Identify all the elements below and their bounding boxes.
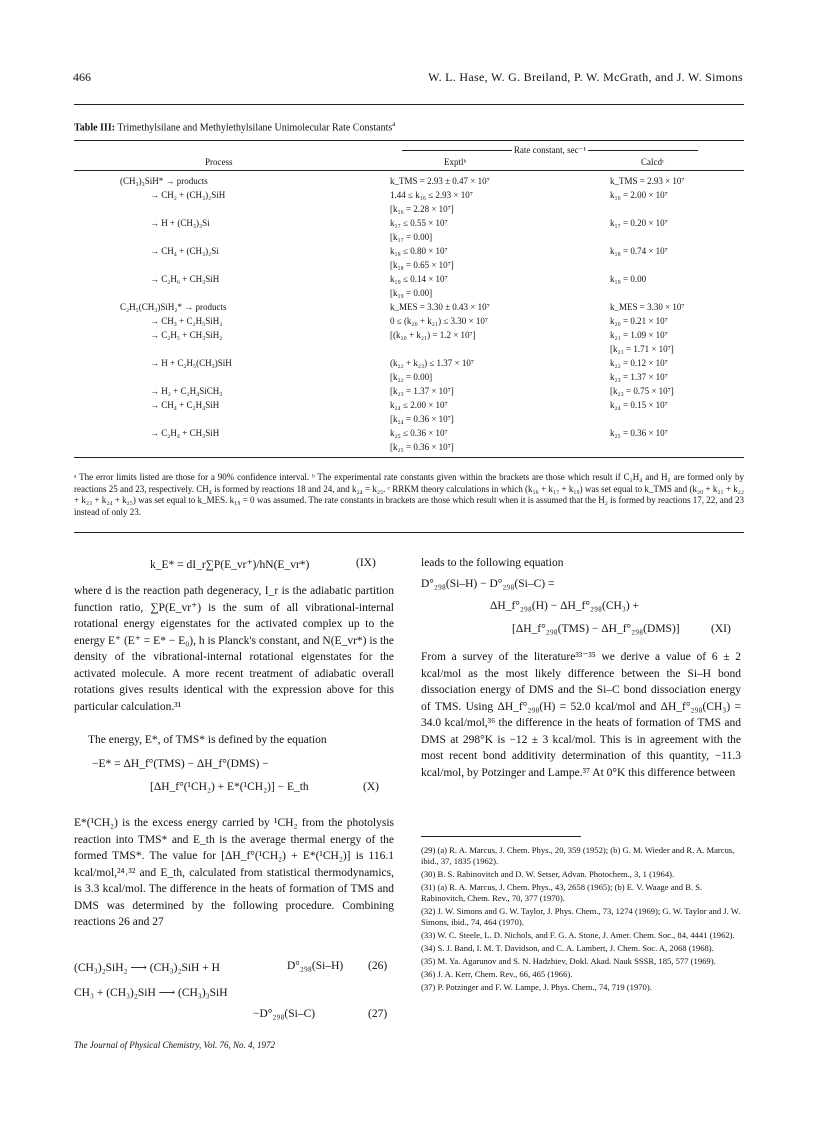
group-header-label: Rate constant, sec⁻¹ <box>513 145 587 155</box>
table-cell-process: C₂H₅(CH₃)SiH₂* → products <box>120 302 227 312</box>
equation-x-number: (X) <box>363 781 379 793</box>
table-cell-exptl: [k₂₄ = 0.36 × 10⁷] <box>390 414 454 424</box>
table-cell-exptl: [k₁₇ = 0.00] <box>390 232 433 242</box>
table-cell-process: → H + (CH₃)₃Si <box>150 218 210 228</box>
table-cell-exptl: [k₂₅ = 0.36 × 10⁷] <box>390 442 454 452</box>
equation-ix: k_E* = dI_r∑P(E_vr⁺)/hN(E_vr*) <box>150 559 310 571</box>
reaction-26-energy: D°₂₉₈(Si–H) <box>287 960 344 972</box>
group-header-line-left <box>402 150 512 151</box>
table-cell-exptl: k₁₉ ≤ 0.14 × 10⁷ <box>390 274 448 284</box>
group-header-line-right <box>588 150 698 151</box>
references-list <box>421 845 741 995</box>
equation-xi-line3: [ΔH_f°₂₉₈(TMS) − ΔH_f°₂₉₈(DMS)] <box>512 623 680 635</box>
section-rule <box>74 532 744 533</box>
table-cell-process: (CH₃)₃SiH* → products <box>120 176 208 186</box>
table-cell-process: → CH₄ + C₂H₄SiH <box>150 400 220 410</box>
paragraph-excess-energy: E*(¹CH₂) is the excess energy carried by ¹CH₂ from the photolysis reaction into TMS* and E_th is the average thermal energy of the formed TMS*. The value for [ΔH_f°(¹CH₂) + E*(¹CH₂)] is 116.1 kcal/mol,²⁴˒³² and E_th, calculated from statistical thermodynamics, is 3.3 kcal/mol. The difference in the heats of formation of TMS and DMS was determined by the following procedure. Combining reactions 26 and 27 <box>74 817 394 928</box>
reference-item: (31) (a) R. A. Marcus, J. Chem. Phys., 43, 2658 (1965); (b) E. V. Waage and B. S. Rabinovitch, Chem. Rev., 70, 377 (1970). <box>421 882 703 903</box>
table-cell-process: → CH₄ + (CH₃)₂Si <box>150 246 219 256</box>
table-title-note: a <box>392 120 396 128</box>
table-cell-exptl: k₂₄ ≤ 2.00 × 10⁷ <box>390 400 448 410</box>
table-cell-calcd: [k₂₁ = 1.71 × 10⁷] <box>610 344 674 354</box>
table-cell-exptl: k₁₇ ≤ 0.55 × 10⁷ <box>390 218 448 228</box>
table-cell-process: → H + C₂H₅(CH₃)SiH <box>150 358 232 368</box>
reference-item: (33) W. C. Steele, L. D. Nichols, and F. G. A. Stone, J. Amer. Chem. Soc., 84, 4441 (1962). <box>421 930 735 940</box>
reference-item: (29) (a) R. A. Marcus, J. Chem. Phys., 20, 359 (1952); (b) G. M. Wieder and R. A. Marcus, ibid., 37, 1835 (1962). <box>421 845 735 866</box>
table-cell-calcd: k₂₄ = 0.15 × 10⁷ <box>610 400 668 410</box>
table-footnote: ᵃ The error limits listed are those for a 90% confidence interval. ᵇ The experimental rate constants given within the brackets are those which result if C₂H₄ and H₂ are formed only by reactions 25 and 23, respectively. CH₄ is formed by reactions 18 and 24, and k₂₄ = k₂₅. ᶜ RRKM theory calculations in which (k₁₆ + k₁₇ + k₁₉) was set equal to k_TMS and (k₂₀ + k₂₁ + k₂₂ + k₂₃ + k₂₄ + k₂₅) was set equal to k_MES. k₁₉ = 0 was assumed. The rate constants in brackets are those which result when it is assumed that the H₂ is formed by reactions 17, 22, and 23 instead of only 23. <box>74 472 744 517</box>
table-cell-calcd: k₂₃ = 1.37 × 10⁷ <box>610 372 668 382</box>
table-cell-exptl: [k₁₈ = 0.65 × 10⁷] <box>390 260 454 270</box>
table-cell-calcd: k₂₀ = 0.21 × 10⁷ <box>610 316 668 326</box>
table-cell-exptl: [k₁₆ = 2.28 × 10⁷] <box>390 204 454 214</box>
reference-item: (34) S. J. Band, I. M. T. Davidson, and C. A. Lambert, J. Chem. Soc. A, 2068 (1968). <box>421 943 714 953</box>
table-header-rule <box>74 170 744 171</box>
column-header-calcd: Calcdᶜ <box>641 157 665 167</box>
paragraph-leads-to: leads to the following equation <box>421 557 564 569</box>
table-cell-process: → H₂ + C₂H₄SiCH₃ <box>150 386 223 396</box>
table-cell-process: → C₂H₅ + CH₃SiH₂ <box>150 330 223 340</box>
reaction-27-energy: −D°₂₉₈(Si–C) <box>253 1008 316 1020</box>
reaction-27-number: (27) <box>368 1008 388 1020</box>
equation-xi-line1: D°₂₉₈(Si–H) − D°₂₉₈(Si–C) = <box>421 578 555 590</box>
paragraph-definitions: where d is the reaction path degeneracy, I_r is the adiabatic partition function ratio, ∑P(E_vr⁺) is the sum of all vibrational-internal rotational energy eigenstates for the activated complex up to the energy E⁺ (E⁺ = E* − E₀), h is Planck's constant, and N(E_vr*) is the density of the vibrational-internal rotational eigenstates for the activated molecule. A more recent treatment of adiabatic overall rotations gives results identical with the expression above for this particular calculation.³¹ <box>74 585 394 713</box>
table-cell-exptl: 0 ≤ (k₂₀ + k₂₁) ≤ 3.30 × 10⁷ <box>390 316 488 326</box>
reaction-26: (CH₃)₂SiH₂ ⟶ (CH₃)₂SiH + H <box>74 962 220 974</box>
table-cell-calcd: k₂₅ = 0.36 × 10⁷ <box>610 428 668 438</box>
table-bottom-rule <box>74 457 744 458</box>
rate-constant-group-header <box>370 145 730 156</box>
table-cell-exptl: [k₂₂ = 0.00] <box>390 372 433 382</box>
table-cell-calcd: k₁₉ = 0.00 <box>610 274 647 284</box>
table-cell-process: → CH₂ + (CH₃)₂SiH <box>150 190 226 200</box>
equation-x-line2: [ΔH_f°(¹CH₂) + E*(¹CH₂)] − E_th <box>150 781 309 793</box>
equation-xi-line2: ΔH_f°₂₉₈(H) − ΔH_f°₂₉₈(CH₃) + <box>490 600 640 612</box>
equation-ix-number: (IX) <box>356 557 376 569</box>
table-cell-exptl: [(k₂₀ + k₂₁) = 1.2 × 10⁷] <box>390 330 476 340</box>
table-label: Table III: <box>74 122 116 134</box>
reference-item: (35) M. Ya. Agarunov and S. N. Hadzhiev, Dokl. Akad. Nauk SSSR, 185, 577 (1969). <box>421 956 716 966</box>
column-header-process: Process <box>205 157 233 167</box>
table-cell-process: → CH₃ + C₂H₅SiH₂ <box>150 316 223 326</box>
reaction-26-number: (26) <box>368 960 388 972</box>
reference-item: (30) B. S. Rabinovitch and D. W. Setser, Advan. Photochem., 3, 1 (1964). <box>421 869 675 879</box>
column-header-exptl: Exptlᵇ <box>444 157 467 167</box>
journal-footer: The Journal of Physical Chemistry, Vol. 76, No. 4, 1972 <box>74 1040 275 1050</box>
table-cell-exptl: k₂₅ ≤ 0.36 × 10⁷ <box>390 428 448 438</box>
running-header-authors: W. L. Hase, W. G. Breiland, P. W. McGrath, and J. W. Simons <box>428 70 743 84</box>
paragraph-literature-survey: From a survey of the literature³³⁻³⁵ we derive a value of 6 ± 2 kcal/mol as the most likely difference between the Si–H bond dissociation energy of DMS and the Si–C bond dissociation energy of TMS. Using ΔH_f°₂₉₈(H) = 52.0 kcal/mol and ΔH_f°₂₉₈(CH₃) = 34.0 kcal/mol,³⁶ the difference in the heats of formation of TMS and DMS at 298°K is −12 ± 3 kcal/mol. This is in agreement with the most recent bond additivity determination of this quantity, −11.3 kcal/mol, by Potzinger and Lampe.³⁷ At 0°K this difference between <box>421 651 741 779</box>
table-cell-calcd: k₁₆ = 2.00 × 10⁷ <box>610 190 668 200</box>
equation-xi-number: (XI) <box>711 623 731 635</box>
table-cell-exptl: k_MES = 3.30 ± 0.43 × 10⁷ <box>390 302 490 312</box>
page-number: 466 <box>73 70 91 84</box>
table-cell-process: → C₂H₆ + CH₃SiH <box>150 274 220 284</box>
table-cell-process: → C₂H₄ + CH₃SiH <box>150 428 220 438</box>
reference-item: (36) J. A. Kerr, Chem. Rev., 66, 465 (1966). <box>421 969 573 979</box>
table-cell-calcd: k_MES = 3.30 × 10⁷ <box>610 302 685 312</box>
table-cell-exptl: 1.44 ≤ k₁₆ ≤ 2.93 × 10⁷ <box>390 190 473 200</box>
table-cell-calcd: [k₂₃ = 0.75 × 10⁷] <box>610 386 674 396</box>
table-cell-calcd: k₂₂ = 0.12 × 10⁷ <box>610 358 668 368</box>
table-top-rule <box>74 140 744 141</box>
table-cell-calcd: k₁₇ = 0.20 × 10⁷ <box>610 218 668 228</box>
table-cell-calcd: k_TMS = 2.93 × 10⁷ <box>610 176 685 186</box>
table-cell-exptl: k₁₈ ≤ 0.80 × 10⁷ <box>390 246 448 256</box>
reaction-27: CH₃ + (CH₃)₂SiH ⟶ (CH₃)₃SiH <box>74 987 228 999</box>
header-rule <box>74 104 744 105</box>
table-cell-exptl: (k₂₂ + k₂₃) ≤ 1.37 × 10⁷ <box>390 358 475 368</box>
table-cell-exptl: [k₂₃ = 1.37 × 10⁷] <box>390 386 454 396</box>
references-rule <box>421 836 581 837</box>
table-cell-exptl: k_TMS = 2.93 ± 0.47 × 10⁷ <box>390 176 490 186</box>
table-title: Trimethylsilane and Methylethylsilane Unimolecular Rate Constants <box>117 122 393 134</box>
table-cell-exptl: [k₁₉ = 0.00] <box>390 288 433 298</box>
equation-x-line1: −E* = ΔH_f°(TMS) − ΔH_f°(DMS) − <box>92 758 269 770</box>
table-cell-calcd: k₁₈ = 0.74 × 10⁷ <box>610 246 668 256</box>
reference-item: (37) P. Potzinger and F. W. Lampe, J. Phys. Chem., 74, 719 (1970). <box>421 982 652 992</box>
paragraph-energy-intro: The energy, E*, of TMS* is defined by the equation <box>88 734 327 746</box>
table-caption <box>74 120 395 133</box>
reference-item: (32) J. W. Simons and G. W. Taylor, J. Phys. Chem., 73, 1274 (1969); G. W. Taylor and J. W. Simons, ibid., 74, 464 (1970). <box>421 906 741 927</box>
table-cell-calcd: k₂₁ = 1.09 × 10⁷ <box>610 330 668 340</box>
